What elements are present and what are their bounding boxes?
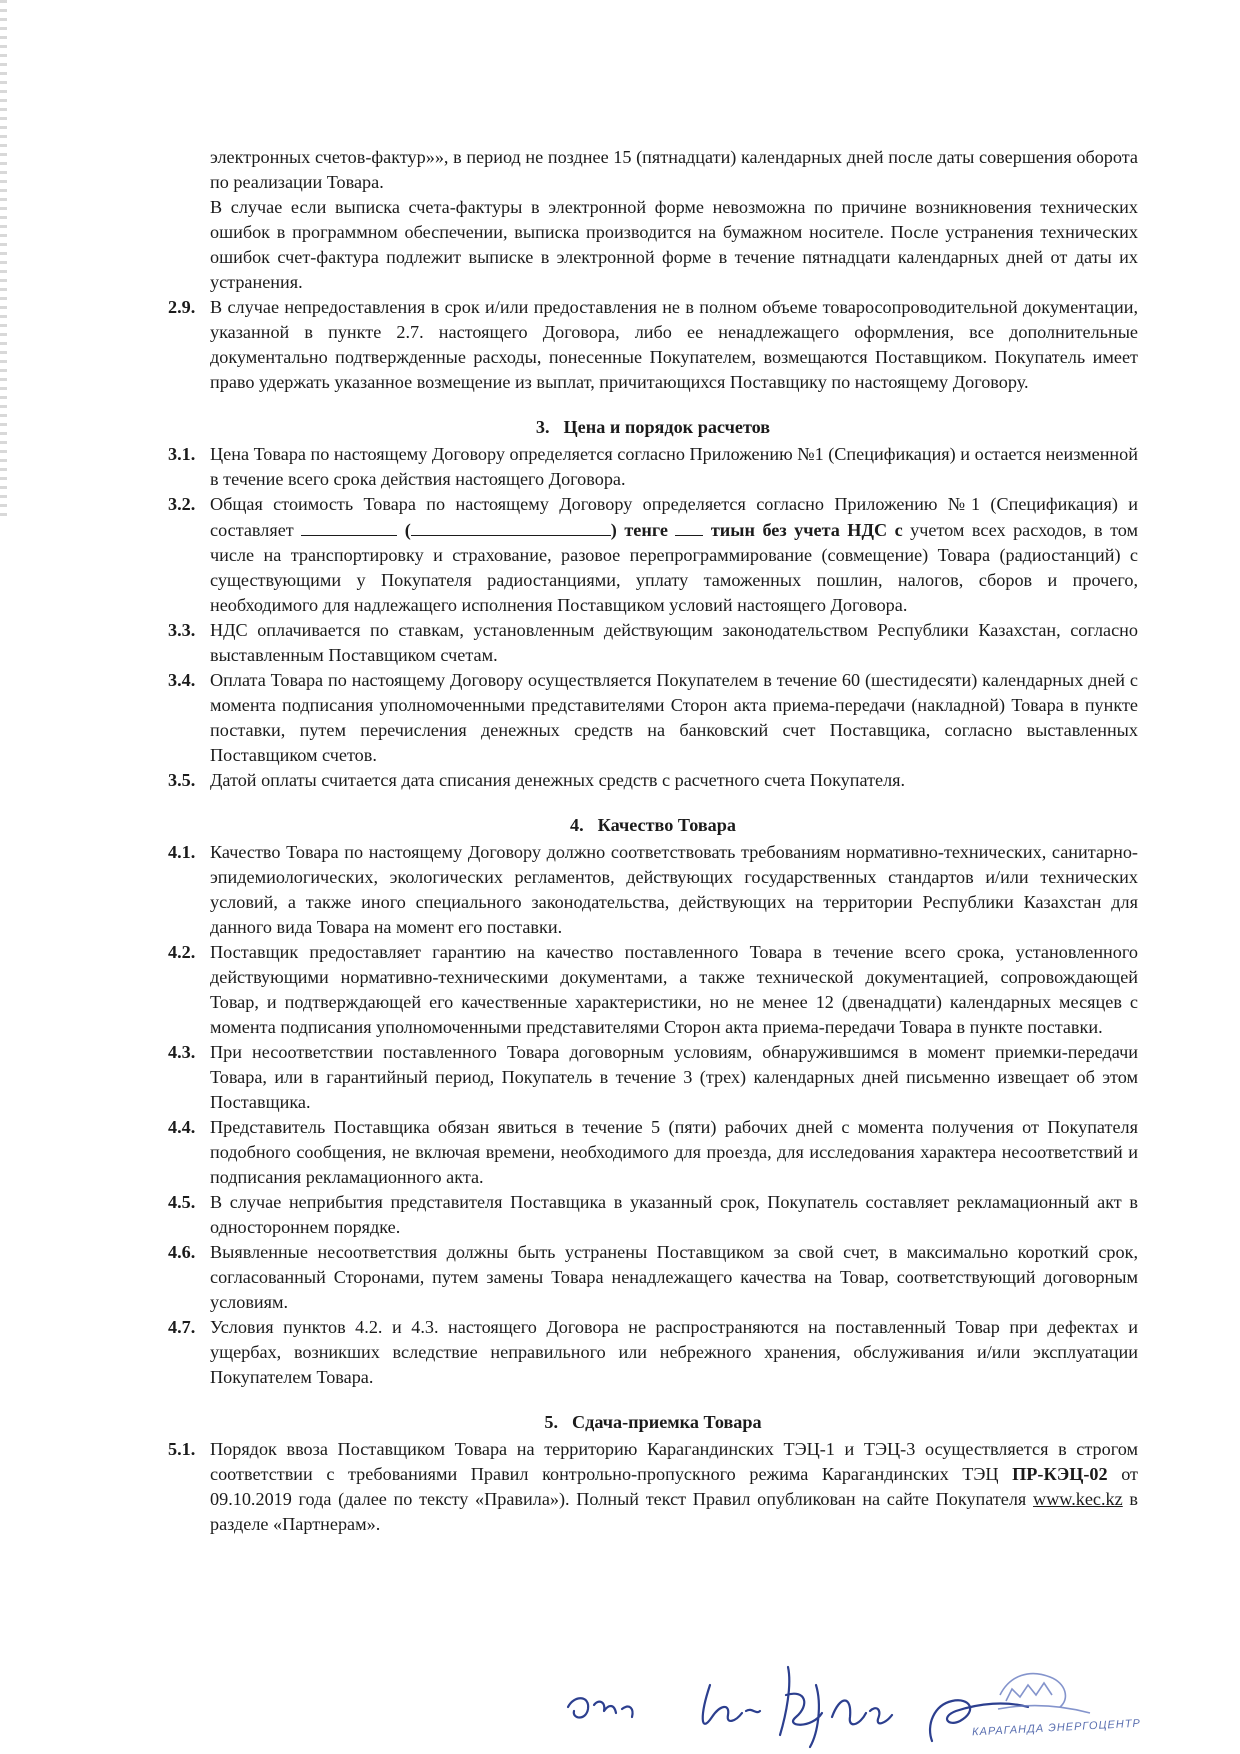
clause-number: 2.9. bbox=[168, 297, 196, 317]
clause-text: Оплата Товара по настоящему Договору осуществляется Покупателем в течение 60 (шестидесяти) календарных дней с момента подписания уполномоченными представителями Сторон акта приема-передачи (накладной) Товара в пункте поставки, путем перечисления денежных средств на банковский счет Поставщика, согласно выставленных Поставщиком счетов. bbox=[210, 670, 1138, 765]
clause-2-9 bbox=[168, 295, 1138, 395]
amount-words-blank bbox=[411, 517, 611, 536]
rules-code: ПР-КЭЦ-02 bbox=[1012, 1464, 1108, 1484]
clause-text-part: от 09.10.2019 года (далее по тексту «Правила»). Полный текст Правил опубликован на сайте Покупателя bbox=[210, 1464, 1138, 1509]
clause-text: В случае непредоставления в срок и/или предоставления не в полном объеме товаросопроводительной документации, указанной в пункте 2.7. настоящего Договора, либо ее ненадлежащего оформления, все дополнительные документально подтвержденные расходы, понесенные Покупателем, возмещаются Поставщиком. Покупатель имеет право удержать указанное возмещение из выплат, причитающихся Поставщику по настоящему Договору. bbox=[210, 297, 1138, 392]
section-number: 5. bbox=[544, 1412, 559, 1432]
clause-text: Датой оплаты считается дата списания денежных средств с расчетного счета Покупателя. bbox=[210, 770, 906, 790]
clause-text-part: Общая стоимость Товара по настоящему Договору определяется согласно Приложению №1 (Спецификация) и составляет bbox=[210, 494, 1138, 540]
clause-4-2 bbox=[168, 940, 1138, 1040]
section-3-heading bbox=[168, 415, 1138, 440]
clause-text: Цена Товара по настоящему Договору определяется согласно Приложению №1 (Спецификация) и остается неизменной в течение всего срока действия настоящего Договора. bbox=[210, 444, 1138, 489]
stamp-text: КАРАГАНДА ЭНЕРГОЦЕНТР bbox=[971, 1717, 1142, 1739]
clause-number: 4.7. bbox=[168, 1317, 196, 1337]
signature-1 bbox=[568, 1698, 633, 1717]
section-number: 3. bbox=[535, 417, 550, 437]
clause-4-1 bbox=[168, 840, 1138, 940]
clause-3-4 bbox=[168, 668, 1138, 768]
clause-text: Качество Товара по настоящему Договору должно соответствовать требованиям нормативно-технических, санитарно-эпидемиологических, экологических регламентов, действующих государственных стандартов и/или технических условий, а также иного специального законодательства, действующих на территории Республики Казахстан для данного вида Товара на момент его поставки. bbox=[210, 842, 1138, 937]
signature-3 bbox=[780, 1667, 822, 1747]
section-4-heading bbox=[168, 813, 1138, 838]
clause-text: Представитель Поставщика обязан явиться в течение 5 (пяти) рабочих дней с момента получения от Покупателя подобного сообщения, не включая времени, необходимого для проезда, для исследования характера несоответствий и подписания рекламационного акта. bbox=[210, 1117, 1138, 1187]
clause-3-3 bbox=[168, 618, 1138, 668]
paren-open: ( bbox=[404, 520, 411, 540]
clause-number: 3.4. bbox=[168, 670, 196, 690]
clause-text bbox=[210, 492, 1138, 618]
tiyn-blank bbox=[675, 517, 703, 536]
clause-4-6 bbox=[168, 1240, 1138, 1315]
clause-number: 5.1. bbox=[168, 1439, 196, 1459]
clause-3-2 bbox=[168, 492, 1138, 618]
clause-4-4 bbox=[168, 1115, 1138, 1190]
clause-text: Выявленные несоответствия должны быть устранены Поставщиком за свой счет, в максимально короткий срок, согласованный Сторонами, путем замены Товара ненадлежащего качества на Товар, соответствующий договорным условиям. bbox=[210, 1242, 1138, 1312]
tiyn-label: тиын без учета НДС с bbox=[710, 520, 903, 540]
clause-text: В случае неприбытия представителя Поставщика в указанный срок, Покупатель составляет рекламационный акт в одностороннем порядке. bbox=[210, 1192, 1138, 1237]
clause-text: Поставщик предоставляет гарантию на качество поставленного Товара в течение всего срока, установленного действующими нормативно-техническими документами, а также технической документацией, сопровождающей Товар, и подтверждающей его качественные характеристики, но не менее 12 (двенадцати) календарных месяцев с момента подписания уполномоченными представителями Сторон акта приема-передачи Товара в пункте поставки. bbox=[210, 942, 1138, 1037]
stamp-emblem bbox=[998, 1674, 1090, 1713]
clause-4-5 bbox=[168, 1190, 1138, 1240]
clause-number: 4.2. bbox=[168, 942, 196, 962]
website-link[interactable]: www.kec.kz bbox=[1033, 1489, 1123, 1509]
clause-text-part: в разделе «Партнерам». bbox=[210, 1489, 1139, 1534]
document-page bbox=[168, 145, 1138, 1537]
clause-number: 3.2. bbox=[168, 494, 196, 514]
section-title: Сдача-приемка Товара bbox=[572, 1412, 762, 1432]
clause-4-7 bbox=[168, 1315, 1138, 1390]
section-title: Качество Товара bbox=[597, 815, 736, 835]
clause-number: 3.1. bbox=[168, 444, 196, 464]
clause-text-part: Порядок ввоза Поставщиком Товара на территорию Карагандинских ТЭЦ-1 и ТЭЦ-3 осуществляется в строгом соответствии с требованиями Правил контрольно-пропускного режима Карагандинских ТЭЦ bbox=[210, 1439, 1138, 1484]
scan-edge bbox=[0, 0, 7, 520]
signature-4 bbox=[832, 1701, 892, 1725]
signature-2 bbox=[703, 1685, 760, 1724]
clause-number: 3.3. bbox=[168, 620, 196, 640]
clause-text bbox=[210, 1437, 1138, 1537]
amount-blank bbox=[301, 517, 397, 536]
signatures-area bbox=[560, 1655, 1180, 1754]
clause-text: При несоответствии поставленного Товара договорным условиям, обнаружившимся в момент приемки-передачи Товара, или в гарантийный период, Покупатель в течение 3 (трех) календарных дней письменно извещает об этом Поставщика. bbox=[210, 1042, 1138, 1112]
clause-number: 3.5. bbox=[168, 770, 196, 790]
paren-close: ) bbox=[610, 520, 617, 540]
clause-3-1 bbox=[168, 442, 1138, 492]
clause-number: 4.5. bbox=[168, 1192, 196, 1212]
intro-line: электронных счетов-фактур»», в период не позднее 15 (пятнадцати) календарных дней после даты совершения оборота по реализации Товара. bbox=[210, 147, 1138, 192]
clause-number: 4.1. bbox=[168, 842, 196, 862]
clause-text: Условия пунктов 4.2. и 4.3. настоящего Договора не распространяются на поставленный Товар при дефектах и ущербах, возникших вследствие неправильного или небрежного хранения, обслуживания и/или эксплуатации Покупателем Товара. bbox=[210, 1317, 1138, 1387]
intro-paragraph: В случае если выписка счета-фактуры в электронной форме невозможна по причине возникновения технических ошибок в программном обеспечении, выписка производится на бумажном носителе. После устранения технических ошибок счет-фактура подлежит выписке в электронной форме в течение пятнадцати календарных дней от даты их устранения. bbox=[210, 197, 1138, 292]
clause-5-1 bbox=[168, 1437, 1138, 1537]
clause-number: 4.4. bbox=[168, 1117, 196, 1137]
clause-number: 4.6. bbox=[168, 1242, 196, 1262]
section-title: Цена и порядок расчетов bbox=[563, 417, 771, 437]
clause-3-5 bbox=[168, 768, 1138, 793]
clause-text-part: учетом всех расходов, в том числе на транспортировку и страхование, разовое перепрограммирование (совмещение) Товара (радиостанций) с существующими у Покупателя радиостанциями, уплату таможенных пошлин, налогов, сборов и прочего, необходимого для надлежащего исполнения Поставщиком условий настоящего Договора. bbox=[210, 520, 1139, 615]
section-5-heading bbox=[168, 1410, 1138, 1435]
clause-4-3 bbox=[168, 1040, 1138, 1115]
clause-text: НДС оплачивается по ставкам, установленным действующим законодательством Республики Казахстан, согласно выставленным Поставщиком счетам. bbox=[210, 620, 1138, 665]
section-number: 4. bbox=[570, 815, 584, 835]
clause-number: 4.3. bbox=[168, 1042, 196, 1062]
tenge-label: тенге bbox=[624, 520, 668, 540]
